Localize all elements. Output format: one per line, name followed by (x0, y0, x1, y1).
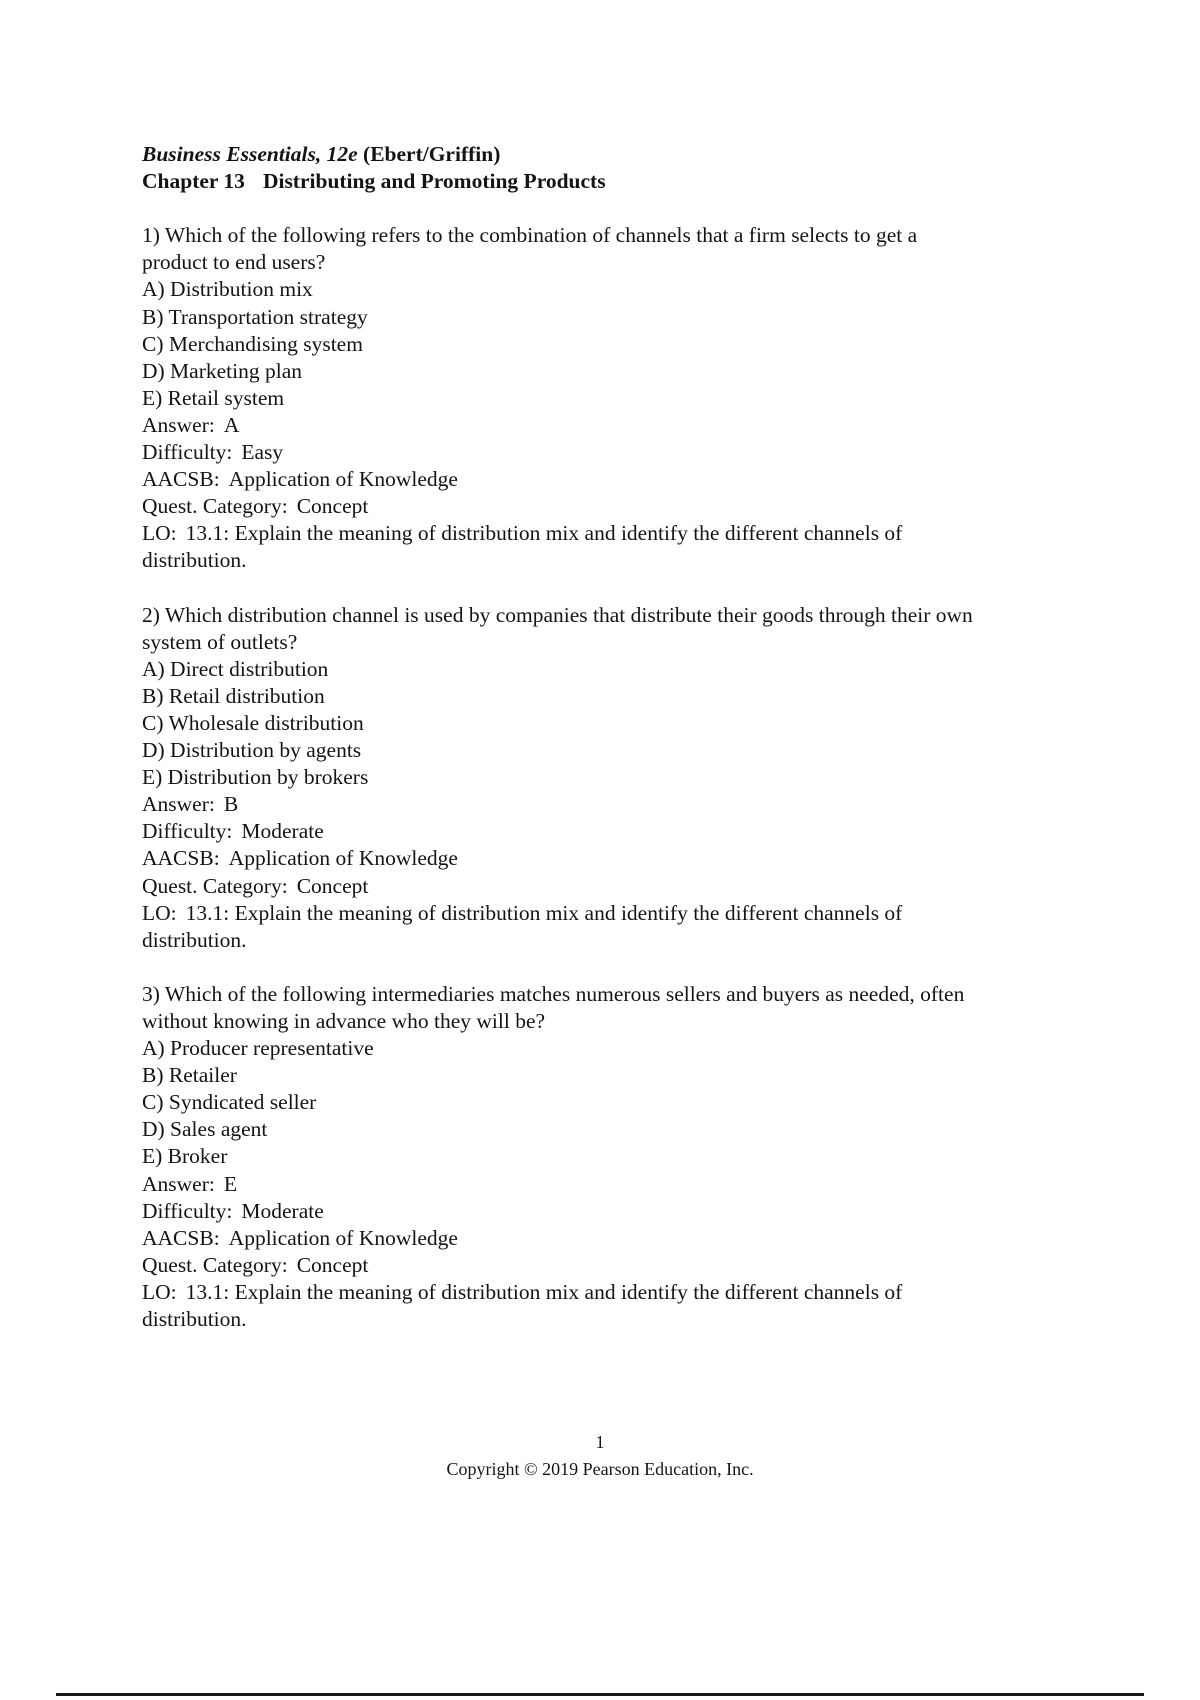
aacsb-value: Application of Knowledge (228, 846, 458, 871)
lo-label: LO: (142, 1279, 177, 1304)
difficulty-value: Easy (241, 440, 284, 465)
lo-value: 13.1: Explain the meaning of distribution mix and identify the different channels of (185, 1279, 903, 1304)
difficulty-label: Difficulty: (142, 1198, 233, 1223)
difficulty (142, 818, 1102, 845)
aacsb-value: Application of Knowledge (228, 1225, 458, 1250)
category-label: Quest. Category: (142, 873, 288, 898)
difficulty (142, 1198, 1102, 1225)
lo-label: LO: (142, 900, 177, 925)
chapter-number: Chapter 13 (142, 169, 245, 194)
answer-option: A) Direct distribution (142, 656, 329, 681)
answer-option: D) Distribution by agents (142, 738, 362, 763)
answer-key (142, 1171, 1102, 1198)
aacsb (142, 845, 1102, 872)
category-label: Quest. Category: (142, 1252, 288, 1277)
answer-option: C) Wholesale distribution (142, 710, 364, 735)
question-stem-line: without knowing in advance who they will be? (142, 1009, 546, 1033)
aacsb (142, 1225, 1102, 1252)
question-category (142, 1252, 1102, 1279)
question-stem-line: system of outlets? (142, 629, 298, 654)
book-authors: (Ebert/Griffin) (363, 142, 501, 166)
answer-option: D) Marketing plan (142, 358, 303, 383)
answer-option: B) Retail distribution (142, 683, 325, 708)
difficulty-value: Moderate (241, 1198, 324, 1223)
lo-value: 13.1: Explain the meaning of distribution mix and identify the different channels of (185, 900, 903, 925)
book-header (142, 141, 1102, 168)
question-stem-line: 2) Which distribution channel is used by companies that distribute their goods through their own (142, 602, 973, 627)
answer-option: B) Transportation strategy (142, 304, 368, 329)
learning-objective (142, 1279, 1102, 1306)
category-value: Concept (296, 873, 369, 898)
question-stem-line: product to end users? (142, 250, 326, 275)
aacsb-label: AACSB: (142, 846, 220, 871)
answer-value: E (223, 1171, 237, 1196)
answer-label: Answer: (142, 1171, 215, 1196)
chapter-title: Distributing and Promoting Products (262, 169, 606, 194)
learning-objective (142, 520, 1102, 547)
answer-label: Answer: (142, 792, 215, 817)
learning-objective-continued: distribution. (142, 1307, 247, 1332)
learning-objective (142, 900, 1102, 927)
page-number: 1 (595, 1432, 605, 1452)
learning-objective-continued: distribution. (142, 548, 247, 573)
answer-value: B (223, 792, 239, 817)
aacsb-value: Application of Knowledge (228, 467, 458, 492)
question-stem-line: 3) Which of the following intermediaries matches numerous sellers and buyers as needed, often (142, 981, 965, 1006)
answer-option: A) Producer representative (142, 1036, 374, 1061)
category-value: Concept (296, 1252, 369, 1277)
answer-label: Answer: (142, 412, 215, 437)
lo-label: LO: (142, 521, 177, 546)
question-category (142, 493, 1102, 520)
answer-option: C) Syndicated seller (142, 1090, 317, 1115)
category-label: Quest. Category: (142, 494, 288, 519)
answer-option: C) Merchandising system (142, 331, 363, 356)
lo-value: 13.1: Explain the meaning of distribution mix and identify the different channels of (185, 521, 903, 546)
question-1 (142, 222, 1102, 574)
answer-value: A (223, 412, 240, 437)
copyright-notice: Copyright © 2019 Pearson Education, Inc. (446, 1459, 754, 1479)
answer-option: D) Sales agent (142, 1117, 268, 1142)
aacsb-label: AACSB: (142, 467, 220, 492)
difficulty (142, 439, 1102, 466)
answer-option: B) Retailer (142, 1063, 237, 1088)
answer-option: E) Broker (142, 1144, 228, 1169)
aacsb-label: AACSB: (142, 1225, 220, 1250)
answer-key (142, 412, 1102, 439)
learning-objective-continued: distribution. (142, 927, 247, 952)
difficulty-label: Difficulty: (142, 819, 233, 844)
book-title: Business Essentials, 12e (142, 142, 358, 166)
answer-option: E) Retail system (142, 385, 285, 410)
chapter-header (142, 168, 1102, 195)
difficulty-label: Difficulty: (142, 440, 233, 465)
question-category (142, 873, 1102, 900)
bottom-rule (56, 1693, 1144, 1696)
answer-option: E) Distribution by brokers (142, 765, 369, 790)
question-3 (142, 981, 1102, 1333)
question-2 (142, 602, 1102, 954)
answer-key (142, 791, 1102, 818)
page-content (142, 141, 1102, 1333)
answer-option: A) Distribution mix (142, 277, 313, 302)
question-stem-line: 1) Which of the following refers to the combination of channels that a firm selects to get a (142, 223, 918, 248)
difficulty-value: Moderate (241, 819, 324, 844)
category-value: Concept (296, 494, 369, 519)
aacsb (142, 466, 1102, 493)
